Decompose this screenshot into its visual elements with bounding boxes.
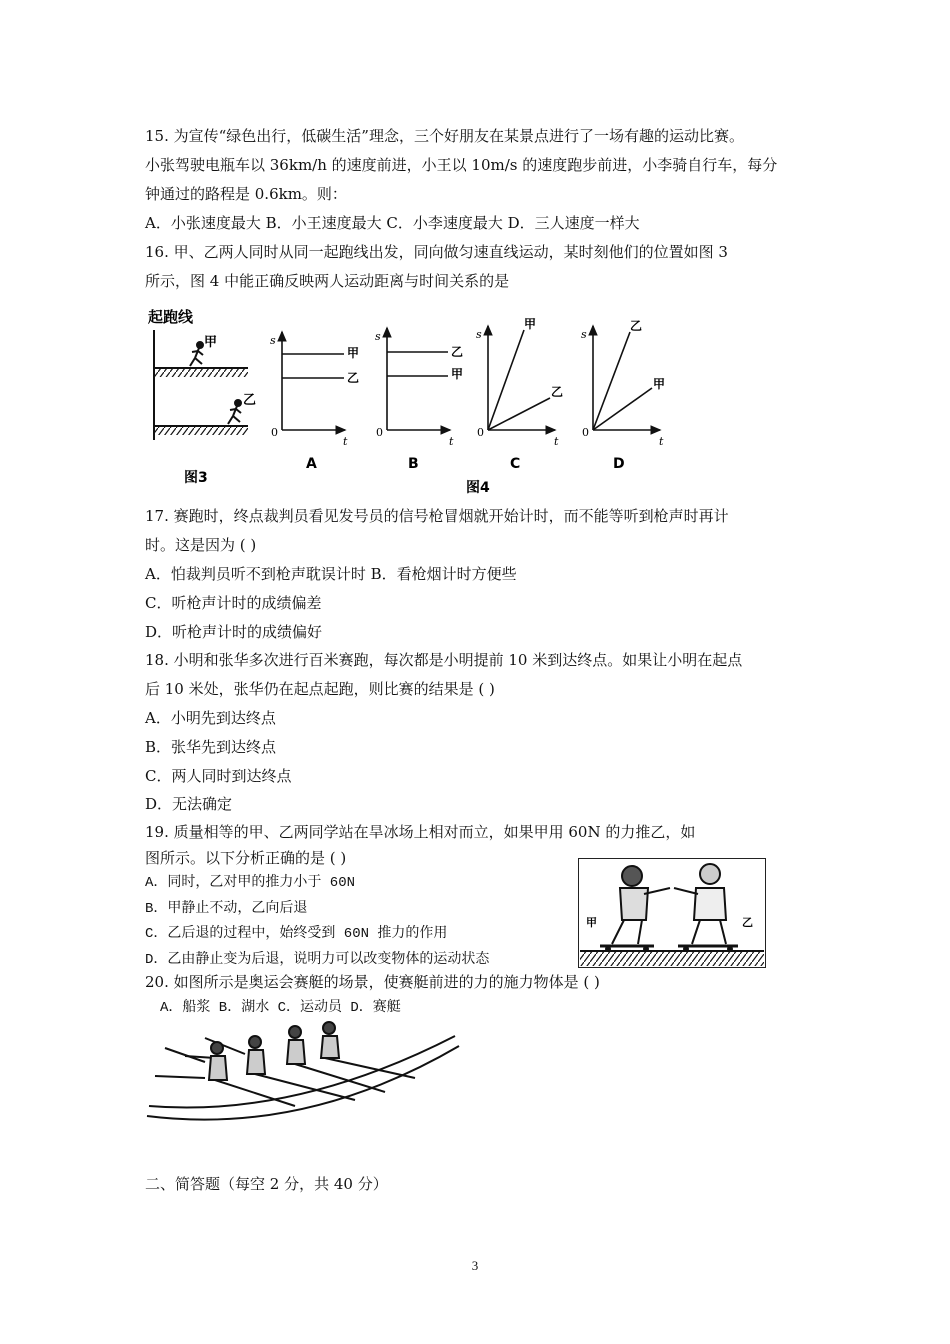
q17-line-1: 17. 赛跑时，终点裁判员看见发号员的信号枪冒烟就开始计时，而不能等听到枪声时再计	[145, 507, 729, 525]
section-2-heading: 二、简答题（每空 2 分，共 40 分）	[145, 1175, 388, 1193]
runner-b-label: 乙	[243, 393, 257, 408]
graph-c-t-label: t	[554, 435, 559, 448]
graph-b-letter: B	[408, 456, 419, 472]
q15-line-3: 钟通过的路程是 0.6km。则：	[145, 185, 347, 203]
rowing-boat-figure	[145, 1018, 465, 1136]
graph-a-bottom-label: 乙	[347, 371, 360, 385]
graph-d	[581, 319, 665, 472]
q18-line-2: 后 10 米处，张华仍在起点起跑，则比赛的结果是 ( )	[145, 680, 495, 698]
graph-b-origin: 0	[376, 426, 383, 439]
figure-4-caption: 图4	[466, 480, 490, 496]
graph-b-top-label: 乙	[451, 345, 464, 359]
graph-a-letter: A	[306, 456, 317, 472]
q19-line-1: 19. 质量相等的甲、乙两同学站在旱冰场上相对而立，如果甲用 60N 的力推乙，如	[145, 823, 696, 841]
q16-line-1: 16. 甲、乙两人同时从同一起跑线出发，同向做匀速直线运动，某时刻他们的位置如图 3	[145, 243, 728, 261]
q16-line-2: 所示，图 4 中能正确反映两人运动距离与时间关系的是	[145, 272, 510, 290]
skater-a-label: 甲	[586, 916, 597, 929]
graph-d-origin: 0	[582, 426, 589, 439]
figure-3-and-4	[140, 300, 680, 500]
graph-d-steep-label: 乙	[630, 319, 643, 333]
graph-a-s-label: s	[270, 334, 276, 347]
runner-b-figure	[228, 400, 241, 424]
page-number: 3	[471, 1258, 479, 1273]
q18-option-c: C．两人同时到达终点	[145, 767, 292, 785]
graph-b	[375, 328, 463, 472]
graph-b-t-label: t	[449, 435, 454, 448]
graph-d-shallow-label: 甲	[653, 377, 666, 391]
skater-b-label: 乙	[742, 916, 753, 929]
graph-c-origin: 0	[477, 426, 484, 439]
graph-d-shallow-line	[593, 388, 652, 430]
graph-d-letter: D	[613, 456, 625, 472]
q18-line-1: 18. 小明和张华多次进行百米赛跑，每次都是小明提前 10 米到达终点。如果让小明在起点	[145, 651, 743, 669]
graph-c-steep-label: 甲	[524, 317, 537, 331]
q17-option-ab: A．怕裁判员听不到枪声耽误计时 B．看枪烟计时方便些	[145, 565, 517, 583]
q19-line-2: 图所示。以下分析正确的是 ( )	[145, 849, 347, 867]
graph-c-shallow-label: 乙	[551, 385, 564, 399]
runner-a-figure	[190, 342, 203, 366]
graph-c-letter: C	[510, 456, 521, 472]
figure-3	[148, 308, 256, 486]
graph-d-t-label: t	[659, 435, 664, 448]
graph-a-origin: 0	[271, 426, 278, 439]
q15-options: A．小张速度最大 B．小王速度最大 C．小李速度最大 D．三人速度一样大	[145, 214, 640, 232]
q17-line-2: 时。这是因为 ( )	[145, 536, 257, 554]
runner-a-label: 甲	[204, 335, 218, 350]
q20-line: 20. 如图所示是奥运会赛艇的场景，使赛艇前进的力的施力物体是 ( )	[145, 973, 600, 991]
graph-d-s-label: s	[581, 328, 587, 341]
graph-c	[476, 317, 563, 472]
q17-option-c: C．听枪声计时的成绩偏差	[145, 594, 322, 612]
graph-a	[270, 332, 359, 472]
q17-option-d: D．听枪声计时的成绩偏好	[145, 623, 323, 641]
q19-option-a: A．同时，乙对甲的推力小于 60N	[145, 875, 356, 891]
q19-option-d: D．乙由静止变为后退，说明力可以改变物体的运动状态	[145, 952, 490, 968]
q19-option-c: C．乙后退的过程中，始终受到 60N 推力的作用	[145, 926, 448, 942]
q18-option-a: A．小明先到达终点	[145, 709, 276, 727]
graph-d-steep-line	[593, 332, 630, 430]
graph-c-s-label: s	[476, 328, 482, 341]
start-line-label: 起跑线	[148, 308, 194, 326]
q15-line-2: 小张驾驶电瓶车以 36km/h 的速度前进，小王以 10m/s 的速度跑步前进，小李骑自行车，每分	[145, 156, 778, 174]
graph-b-s-label: s	[375, 330, 381, 343]
skaters-figure	[578, 858, 766, 968]
q19-option-b: B．甲静止不动，乙向后退	[145, 901, 308, 917]
figure-3-caption: 图3	[184, 470, 208, 486]
graph-a-top-label: 甲	[347, 346, 360, 360]
q18-option-b: B．张华先到达终点	[145, 738, 277, 756]
q18-option-d: D．无法确定	[145, 795, 233, 813]
q20-options: A．船浆 B．湖水 C．运动员 D．赛艇	[160, 1000, 401, 1016]
graph-b-bottom-label: 甲	[451, 367, 464, 381]
q15-line-1: 15. 为宣传“绿色出行，低碳生活”理念，三个好朋友在某景点进行了一场有趣的运动比赛。	[145, 127, 744, 145]
graph-a-t-label: t	[343, 435, 348, 448]
